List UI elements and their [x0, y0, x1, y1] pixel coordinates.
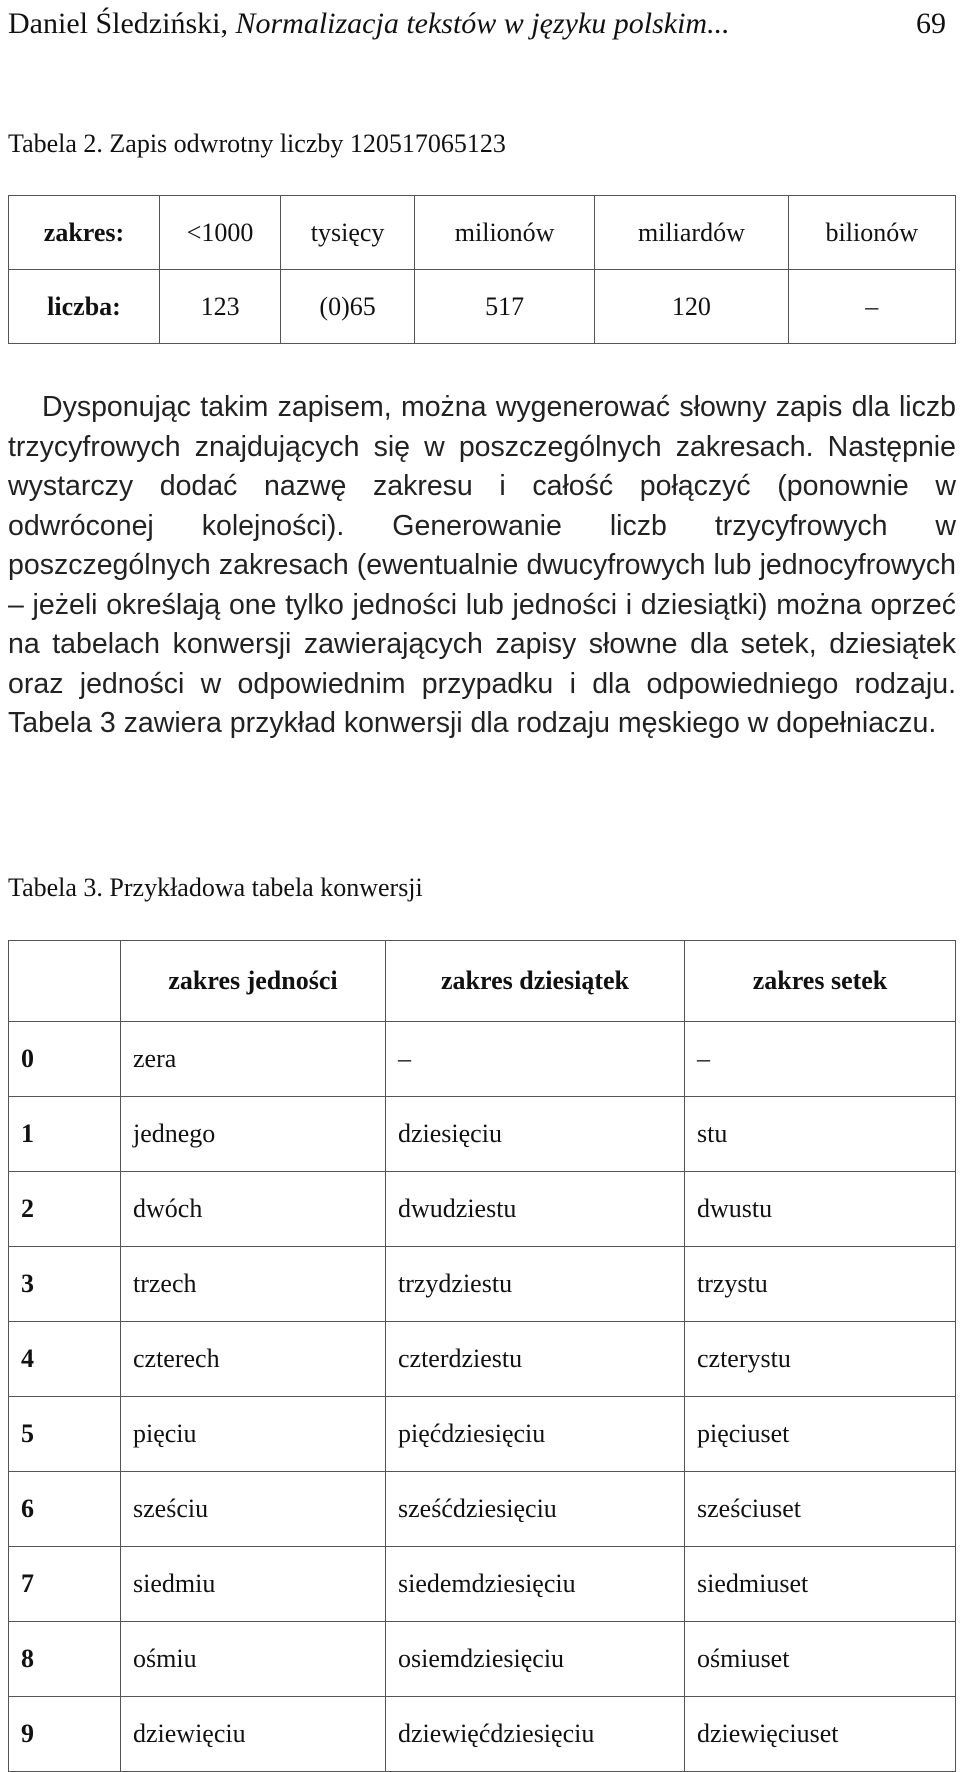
table-cell: sześciu	[121, 1472, 386, 1547]
table-cell: czterystu	[685, 1322, 956, 1397]
page-number: 69	[916, 7, 946, 40]
table-cell: trzech	[121, 1247, 386, 1322]
table-row	[9, 1697, 956, 1772]
table-row	[9, 270, 956, 344]
table-row	[9, 196, 956, 270]
table-cell: 3	[9, 1247, 121, 1322]
table-cell: ośmiuset	[685, 1622, 956, 1697]
table-header-row	[9, 941, 956, 1022]
table-row	[9, 1097, 956, 1172]
table3-caption: Tabela 3. Przykładowa tabela konwersji	[8, 873, 423, 902]
table-cell: siedmiuset	[685, 1547, 956, 1622]
table-cell: 7	[9, 1547, 121, 1622]
table-cell: czterech	[121, 1322, 386, 1397]
table-row	[9, 1247, 956, 1322]
table-cell: stu	[685, 1097, 956, 1172]
header-title: Normalizacja tekstów w języku polskim...	[235, 7, 730, 40]
table-row	[9, 1172, 956, 1247]
table-row	[9, 1622, 956, 1697]
table-cell: 5	[9, 1397, 121, 1472]
table-row	[9, 1397, 956, 1472]
table-cell: trzystu	[685, 1247, 956, 1322]
table-cell: osiemdziesięciu	[386, 1622, 685, 1697]
table-cell: siedemdziesięciu	[386, 1547, 685, 1622]
table-cell: 9	[9, 1697, 121, 1772]
table-cell: 8	[9, 1622, 121, 1697]
table-cell: miliardów	[595, 196, 788, 270]
paragraph-text: Dysponując takim zapisem, można wygenerować słowny zapis dla liczb trzycyfrowych znajdujących się w poszczególnych zakresach. Następnie wystarczy dodać nazwę zakresu i całość połączyć (ponownie w odwróconej kolejności). Generowanie liczb trzycyfrowych w poszczególnych zakresach (ewentualnie dwucyfrowych lub jednocyfrowych – jeżeli określają one tylko jedności lub jedności i dziesiątki) można oprzeć na tabelach konwersji zawierających zapisy słowne dla setek, dziesiątek oraz jedności w odpowiednim przypadku i dla odpowiedniego rodzaju. Tabela 3 zawiera przykład konwersji dla rodzaju męskiego w dopełniaczu.	[8, 391, 956, 739]
table-cell: dziewięciuset	[685, 1697, 956, 1772]
header-author: Daniel Śledziński,	[8, 7, 236, 40]
table-cell: milionów	[414, 196, 594, 270]
running-head	[8, 2, 946, 46]
table-cell: 517	[414, 270, 594, 344]
table-cell: dziewięciu	[121, 1697, 386, 1772]
table-cell: dziesięciu	[386, 1097, 685, 1172]
table-cell: –	[685, 1022, 956, 1097]
table-cell: ośmiu	[121, 1622, 386, 1697]
table-cell: jednego	[121, 1097, 386, 1172]
body-paragraph	[8, 388, 956, 744]
table3	[8, 940, 956, 1772]
table-row	[9, 1547, 956, 1622]
table-cell: 120	[595, 270, 788, 344]
table-cell: pięciuset	[685, 1397, 956, 1472]
table-cell: 123	[160, 270, 281, 344]
table2-caption: Tabela 2. Zapis odwrotny liczby 120517065123	[8, 129, 506, 158]
table-cell: 1	[9, 1097, 121, 1172]
table-cell: dwustu	[685, 1172, 956, 1247]
table-cell: dziewięćdziesięciu	[386, 1697, 685, 1772]
table-cell: pięciu	[121, 1397, 386, 1472]
table-row	[9, 1322, 956, 1397]
table-row	[9, 1472, 956, 1547]
table-row	[9, 1022, 956, 1097]
table-header-cell: zakres jedności	[121, 941, 386, 1022]
table2	[8, 195, 956, 344]
table-cell: zera	[121, 1022, 386, 1097]
table-cell: –	[386, 1022, 685, 1097]
table-header-cell	[9, 941, 121, 1022]
table-cell: sześciuset	[685, 1472, 956, 1547]
table-cell: pięćdziesięciu	[386, 1397, 685, 1472]
table-cell: dwudziestu	[386, 1172, 685, 1247]
table-cell: trzydziestu	[386, 1247, 685, 1322]
table-cell: zakres:	[9, 196, 160, 270]
table-header-cell: zakres setek	[685, 941, 956, 1022]
table-cell: siedmiu	[121, 1547, 386, 1622]
table-cell: 4	[9, 1322, 121, 1397]
table-cell: 0	[9, 1022, 121, 1097]
table-cell: liczba:	[9, 270, 160, 344]
table-cell: bilionów	[788, 196, 955, 270]
table-cell: dwóch	[121, 1172, 386, 1247]
table-cell: tysięcy	[281, 196, 415, 270]
table-cell: –	[788, 270, 955, 344]
table-cell: 6	[9, 1472, 121, 1547]
table-cell: czterdziestu	[386, 1322, 685, 1397]
table-cell: (0)65	[281, 270, 415, 344]
table-cell: <1000	[160, 196, 281, 270]
table-header-cell: zakres dziesiątek	[386, 941, 685, 1022]
table-cell: sześćdziesięciu	[386, 1472, 685, 1547]
table-cell: 2	[9, 1172, 121, 1247]
